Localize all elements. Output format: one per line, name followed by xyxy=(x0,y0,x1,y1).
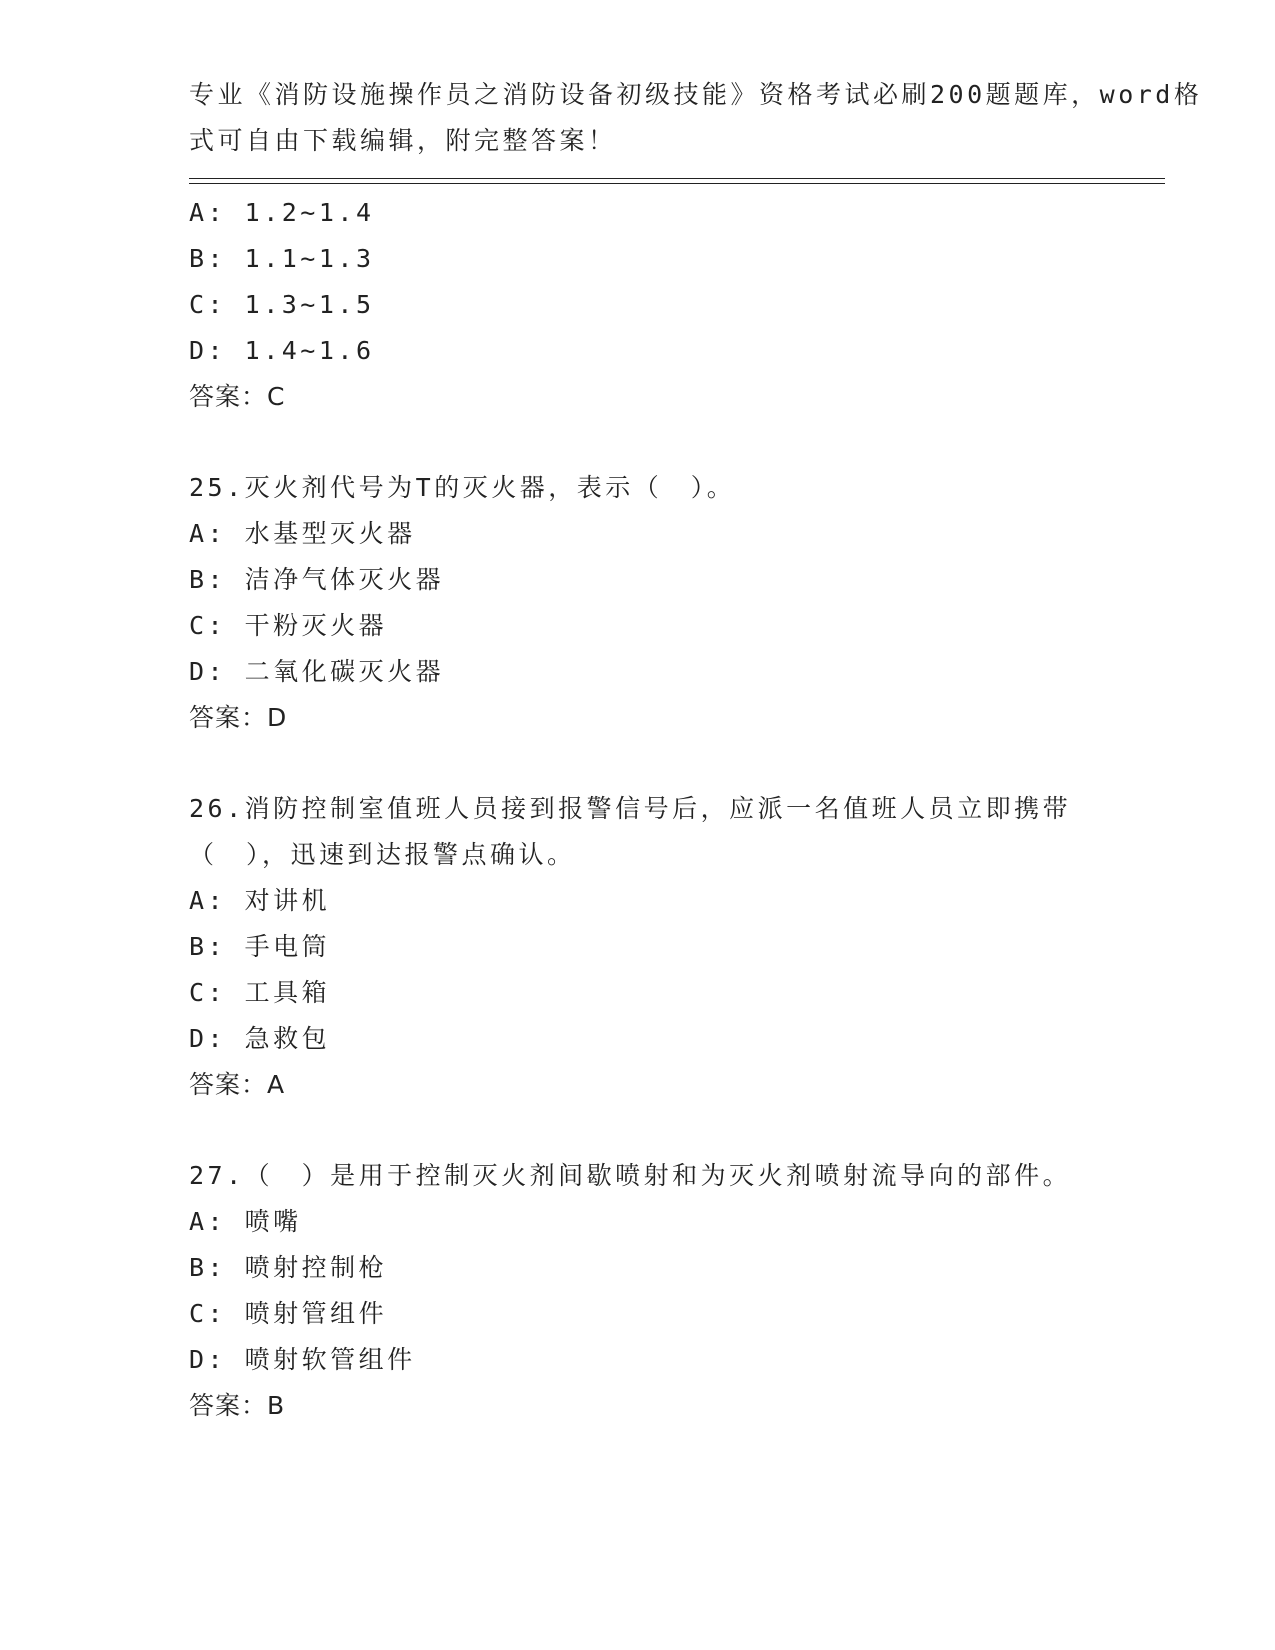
answer: 答案：B xyxy=(189,1391,286,1420)
question-stem: 25.灭火剂代号为T的灭火器，表示（ ）。 xyxy=(189,473,736,502)
header-line-2: 式可自由下载编辑，附完整答案！ xyxy=(189,126,617,155)
option-a: A: 水基型灭火器 xyxy=(189,519,416,548)
document-header xyxy=(189,72,1203,164)
option-b: B: 1.1~1.3 xyxy=(189,244,375,273)
option-c: C: 1.3~1.5 xyxy=(189,290,375,319)
option-d: D: 喷射软管组件 xyxy=(189,1345,416,1374)
header-divider-bottom xyxy=(189,183,1165,184)
option-c: C: 干粉灭火器 xyxy=(189,611,388,640)
answer: 答案：D xyxy=(189,703,288,732)
option-d: D: 1.4~1.6 xyxy=(189,336,375,365)
option-c: C: 工具箱 xyxy=(189,978,331,1007)
question-24 xyxy=(189,190,1149,420)
option-a: A: 1.2~1.4 xyxy=(189,198,375,227)
header-line-1: 专业《消防设施操作员之消防设备初级技能》资格考试必刷200题题库，word格 xyxy=(189,80,1203,109)
answer: 答案：A xyxy=(189,1070,286,1099)
option-d: D: 二氧化碳灭火器 xyxy=(189,657,445,686)
question-stem-line-2: （ ），迅速到达报警点确认。 xyxy=(189,840,576,869)
option-b: B: 洁净气体灭火器 xyxy=(189,565,445,594)
question-stem: 27.（ ）是用于控制灭火剂间歇喷射和为灭火剂喷射流导向的部件。 xyxy=(189,1161,1072,1190)
question-25 xyxy=(189,465,1149,741)
question-27 xyxy=(189,1153,1149,1429)
option-c: C: 喷射管组件 xyxy=(189,1299,388,1328)
option-b: B: 喷射控制枪 xyxy=(189,1253,388,1282)
question-stem-line-1: 26.消防控制室值班人员接到报警信号后，应派一名值班人员立即携带 xyxy=(189,794,1072,823)
option-a: A: 喷嘴 xyxy=(189,1207,302,1236)
question-list xyxy=(189,190,1149,1429)
question-26 xyxy=(189,786,1149,1108)
option-b: B: 手电筒 xyxy=(189,932,331,961)
option-a: A: 对讲机 xyxy=(189,886,331,915)
option-d: D: 急救包 xyxy=(189,1024,331,1053)
header-divider-top xyxy=(189,178,1165,179)
answer: 答案：C xyxy=(189,382,286,411)
